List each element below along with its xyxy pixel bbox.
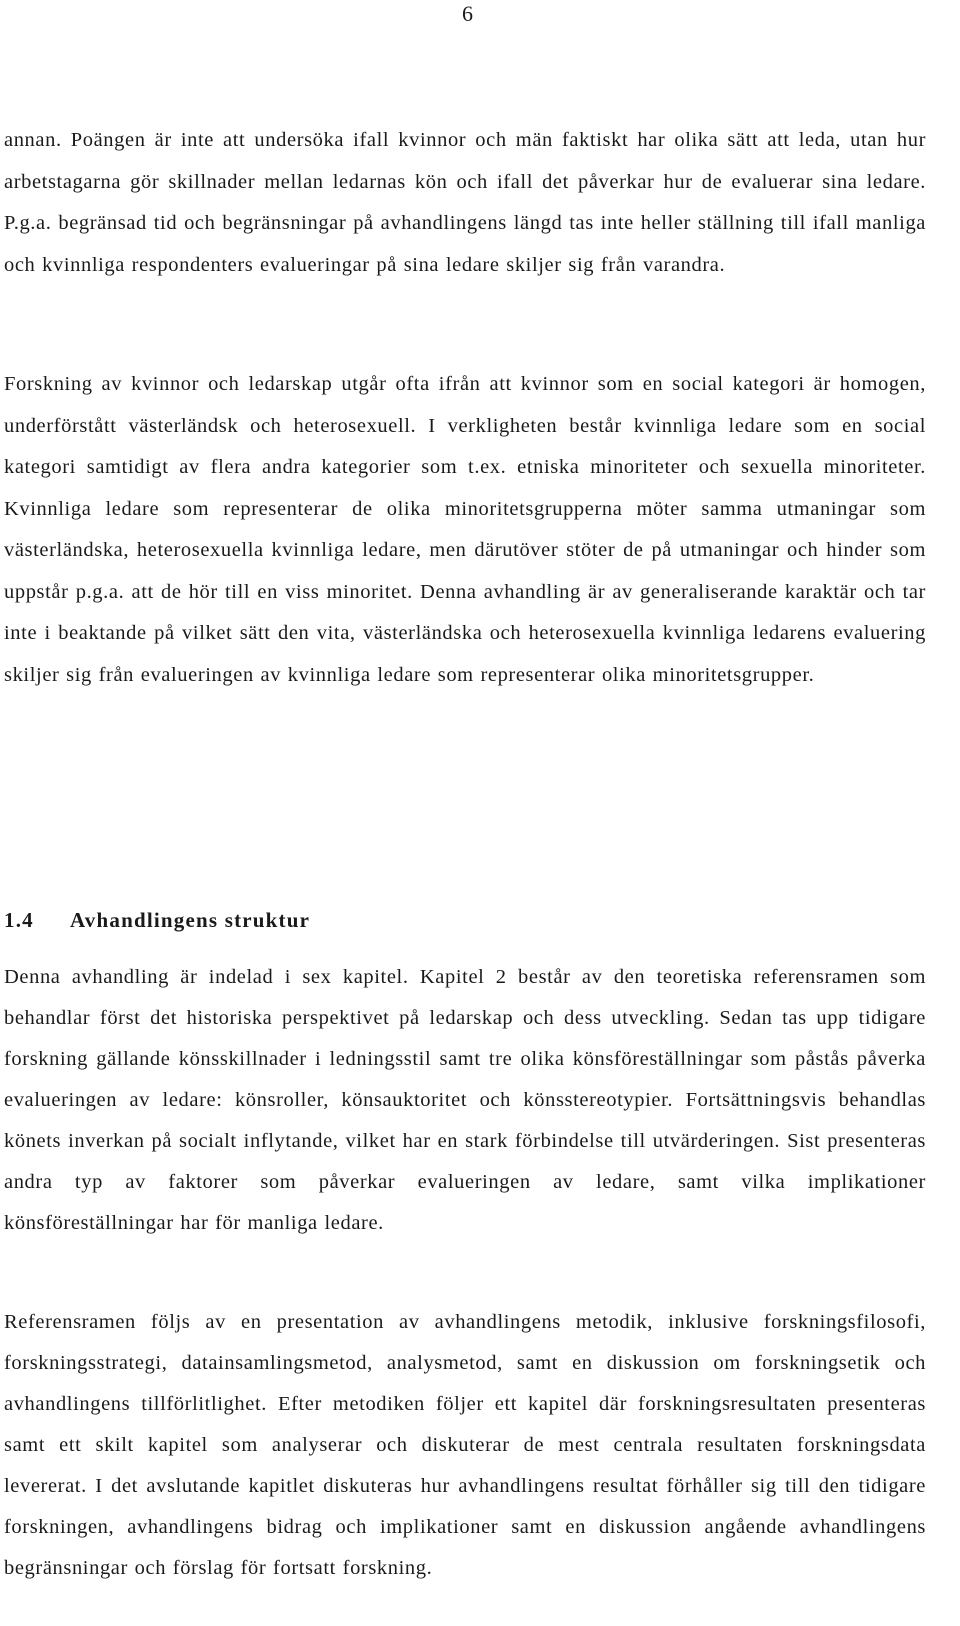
body-paragraph: Referensramen följs av en presentation av avhandlingens metodik, inklusive forskningsfilosofi, forskningsstrategi, datainsamlingsmetod, analysmetod, samt en diskussion om forskningsetik och avhandlingens tillförlitlighet. Efter metodiken följer ett kapitel där forskningsresultaten presenteras samt ett skilt kapitel som analyserar och diskuterar de mest centrala resultaten forskningsdata levererat. I det avslutande kapitlet diskuteras hur avhandlingens resultat förhåller sig till den tidigare forskningen, avhandlingens bidrag och implikationer samt en diskussion angående avhandlingens begränsningar och förslag för fortsatt forskning.	[4, 1311, 926, 1579]
section-number: 1.4	[4, 908, 34, 932]
body-paragraph: Denna avhandling är indelad i sex kapitel. Kapitel 2 består av den teoretiska referensramen som behandlar först det historiska perspektivet på ledarskap och dess utveckling. Sedan tas upp tidigare forskning gällande könsskillnader i ledningsstil samt tre olika könsföreställningar som påstås påverka evalueringen av ledare: könsroller, könsauktoritet och könsstereotypier. Fortsättningsvis behandlas könets inverkan på socialt inflytande, vilket har en stark förbindelse till utvärderingen. Sist presenteras andra typ av faktorer som påverkar evalueringen av ledare, samt vilka implikationer könsföreställningar har för manliga ledare.	[4, 966, 926, 1234]
body-paragraph: Forskning av kvinnor och ledarskap utgår ofta ifrån att kvinnor som en social kategori är homogen, underförstått västerländsk och heterosexuell. I verkligheten består kvinnliga ledare som en social kategori samtidigt av flera andra kategorier som t.ex. etniska minoriteter och sexuella minoriteter. Kvinnliga ledare som representerar de olika minoritetsgrupperna möter samma utmaningar som västerländska, heterosexuella kvinnliga ledare, men därutöver stöter de på utmaningar och hinder som uppstår p.g.a. att de hör till en viss minoritet. Denna avhandling är av generaliserande karaktär och tar inte i beaktande på vilket sätt den vita, västerländska och heterosexuella kvinnliga ledarens evaluering skiljer sig från evalueringen av kvinnliga ledare som representerar olika minoritetsgrupper.	[4, 373, 926, 686]
page-number: 6	[462, 1, 473, 26]
body-paragraph: annan. Poängen är inte att undersöka ifall kvinnor och män faktiskt har olika sätt att leda, utan hur arbetstagarna gör skillnader mellan ledarnas kön och ifall det påverkar hur de evaluerar sina ledare. P.g.a. begränsad tid och begränsningar på avhandlingens längd tas inte heller ställning till ifall manliga och kvinnliga respondenters evalueringar på sina ledare skiljer sig från varandra.	[4, 129, 926, 276]
section-title: Avhandlingens struktur	[70, 908, 311, 932]
section-heading	[4, 905, 310, 935]
